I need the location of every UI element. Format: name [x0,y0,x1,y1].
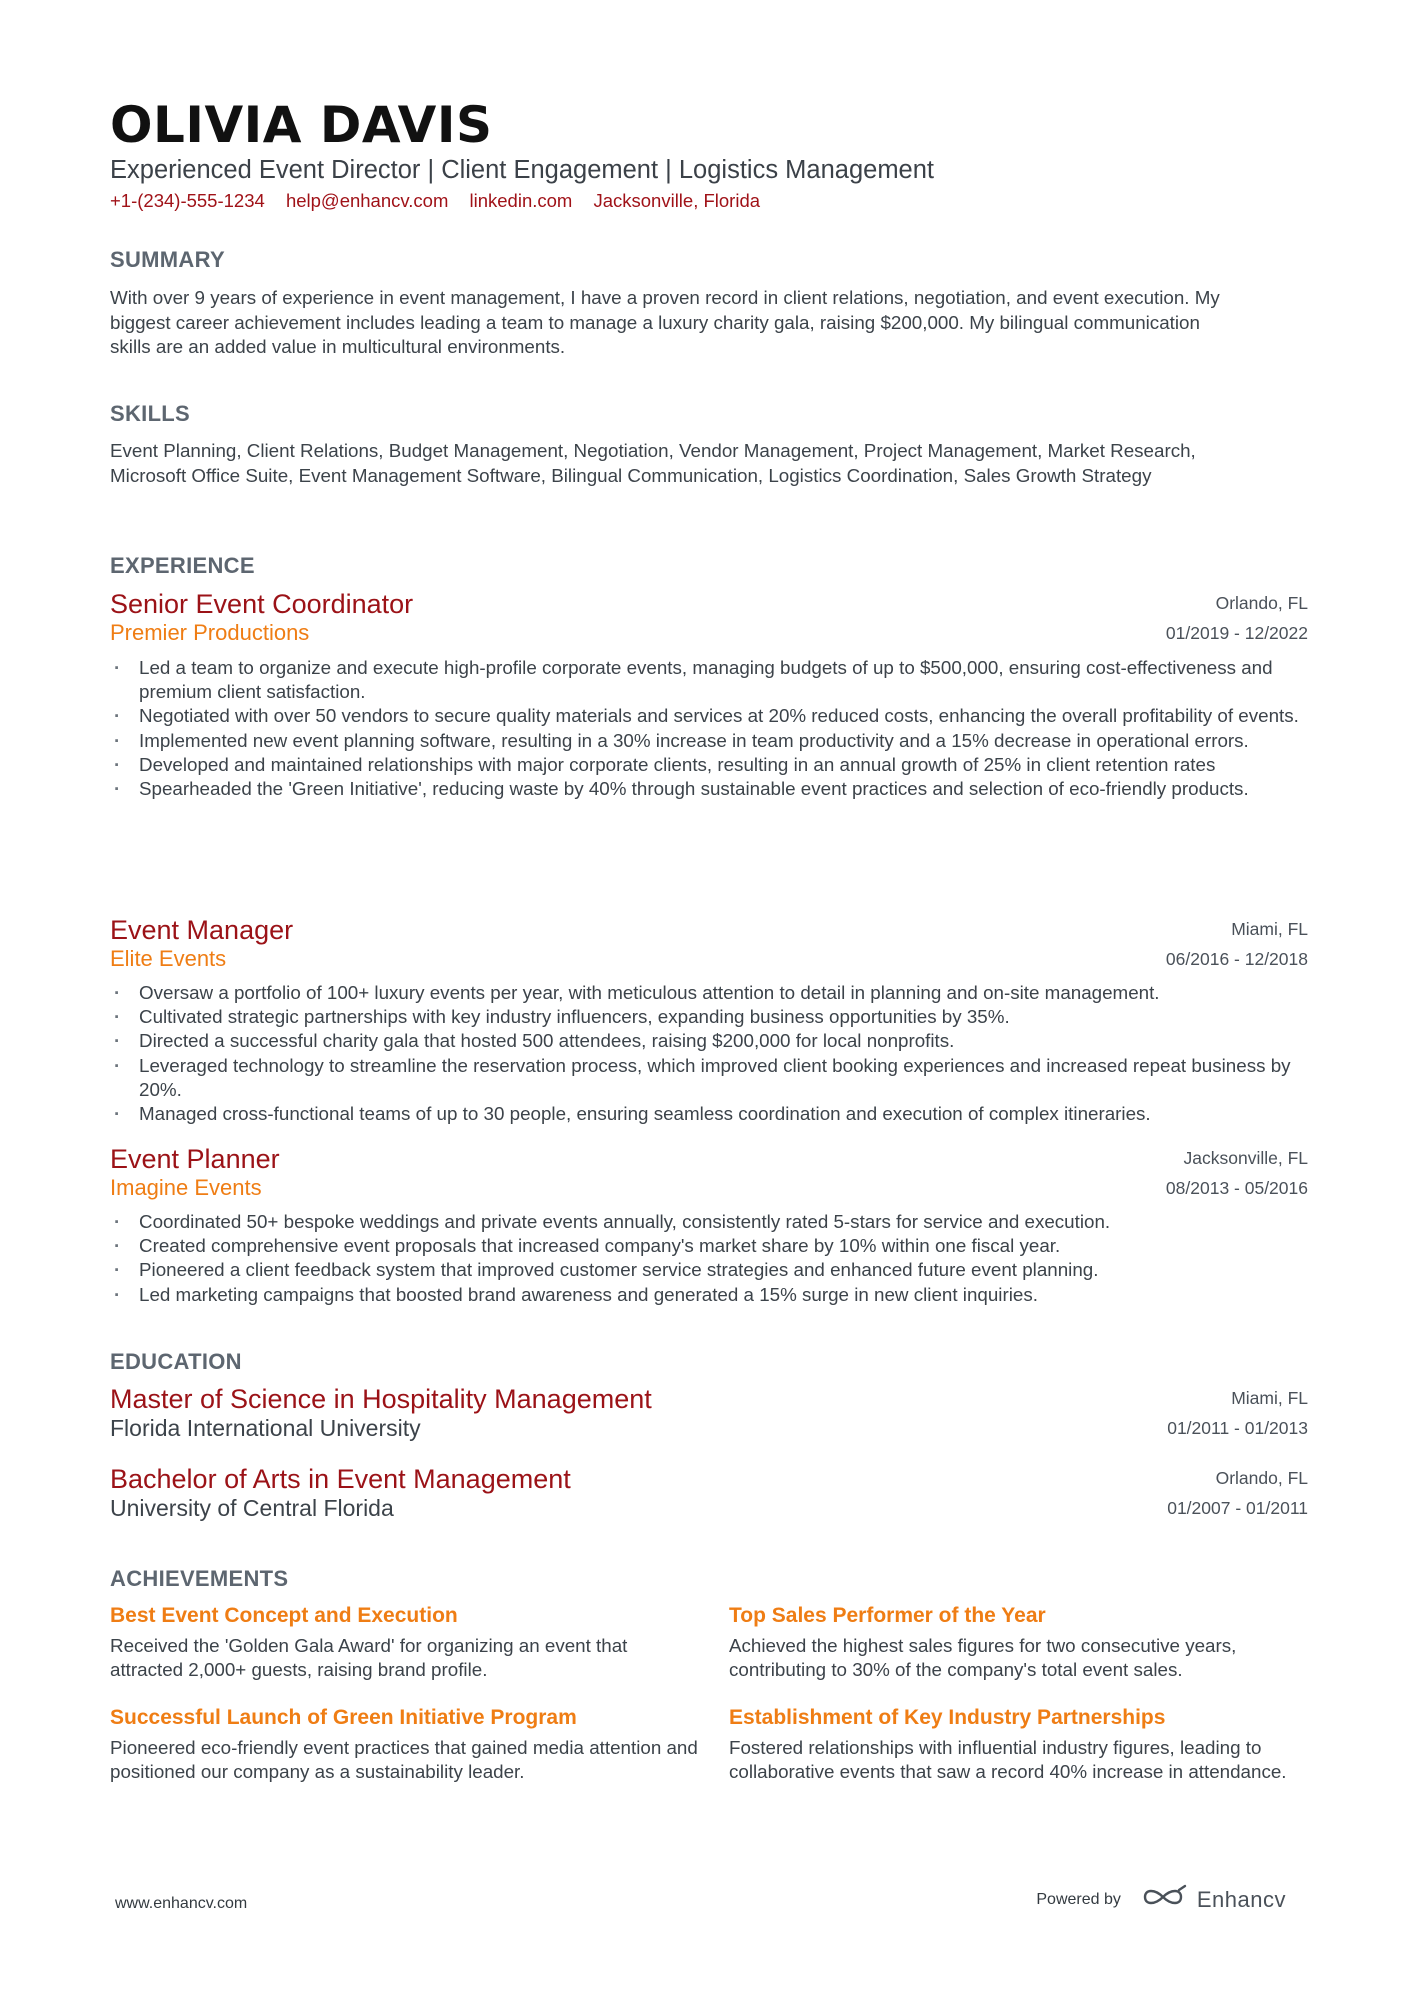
bullet-item: · Leveraged technology to streamline the reservation process, which improved client booking experiences and increased repeat business by 20%. [110,1054,1308,1102]
achievement-title: Top Sales Performer of the Year [729,1604,1046,1627]
powered-by-label: Powered by [1036,1890,1121,1908]
achievement-item [110,1602,700,1682]
achievement-desc: Fostered relationships with influential industry figures, leading to collaborative events that saw a record 40% increase in attendance. [729,1737,1287,1783]
linkedin-link[interactable]: linkedin.com [469,190,573,211]
job-dates: 06/2016 - 12/2018 [1165,949,1308,969]
job-title: Event Manager [110,915,294,945]
bullet-item: · Developed and maintained relationships with major corporate clients, resulting in an annual growth of 25% in client retention rates [110,753,1308,777]
bullet-item: · Directed a successful charity gala that hosted 500 attendees, raising $200,000 for local nonprofits. [110,1029,1308,1053]
achievement-desc: Achieved the highest sales figures for two consecutive years, contributing to 30% of the company's total event sales. [729,1635,1237,1681]
job-dates: 01/2019 - 12/2022 [1165,623,1308,643]
school-location: Orlando, FL [1215,1468,1308,1488]
school-name: University of Central Florida [110,1495,394,1521]
degree-title: Master of Science in Hospitality Management [110,1384,652,1414]
headline: Experienced Event Director | Client Engagement | Logistics Management [110,156,935,184]
achievement-title: Best Event Concept and Execution [110,1604,458,1627]
degree-title: Bachelor of Arts in Event Management [110,1464,571,1494]
bullet-item: · Pioneered a client feedback system that improved customer service strategies and enhanced future event planning. [110,1258,1308,1282]
summary-text: With over 9 years of experience in event management, I have a proven record in client relations, negotiation, and event execution. My biggest career achievement includes leading a team to manage a luxury charity gala, raising $200,000. My bilingual communication skills are an added value in multicultural environments. [110,287,1220,357]
school-location: Miami, FL [1231,1388,1308,1408]
bullet-item: · Led a team to organize and execute high-profile corporate events, managing budgets of up to $500,000, ensuring cost-effectiveness and premium client satisfaction. [110,656,1308,704]
job-bullets [110,656,1308,801]
education-dates: 01/2007 - 01/2011 [1167,1498,1308,1518]
bullet-item: · Led marketing campaigns that boosted brand awareness and generated a 15% surge in new client inquiries. [110,1283,1308,1307]
bullet-item: · Cultivated strategic partnerships with key industry influencers, expanding business opportunities by 35%. [110,1005,1308,1029]
job-title: Senior Event Coordinator [110,589,414,619]
education-heading: EDUCATION [110,1349,242,1374]
achievement-desc: Pioneered eco-friendly event practices that gained media attention and positioned our company as a sustainability leader. [110,1737,698,1783]
skills-text: Event Planning, Client Relations, Budget Management, Negotiation, Vendor Management, Project Management, Market Research, Microsoft Office Suite, Event Management Software, Bilingual Communication, Logistics Coordination, Sales Growth Strategy [110,440,1196,486]
phone-link[interactable]: +1-(234)-555-1234 [110,190,265,211]
location-text: Jacksonville, Florida [593,190,761,211]
candidate-name: OLIVIA DAVIS [110,96,493,154]
skills-heading: SKILLS [110,401,191,426]
job-bullets [110,1210,1308,1307]
email-link[interactable]: help@enhancv.com [285,190,449,211]
brand-name: Enhancv [1196,1886,1286,1912]
job-location: Miami, FL [1231,919,1308,939]
bullet-item: · Coordinated 50+ bespoke weddings and private events annually, consistently rated 5-stars for service and execution. [110,1210,1308,1234]
footer-branding [1036,1884,1286,1915]
achievement-title: Successful Launch of Green Initiative Program [110,1706,577,1729]
summary-heading: SUMMARY [110,247,225,272]
bullet-item: · Spearheaded the 'Green Initiative', reducing waste by 40% through sustainable event practices and selection of eco-friendly products. [110,777,1308,801]
contact-info [110,188,776,214]
education-dates: 01/2011 - 01/2013 [1167,1418,1308,1438]
bullet-item: · Oversaw a portfolio of 100+ luxury events per year, with meticulous attention to detail in planning and on-site management. [110,981,1308,1005]
achievement-title: Establishment of Key Industry Partnerships [729,1706,1166,1729]
bullet-item: · Managed cross-functional teams of up to 30 people, ensuring seamless coordination and execution of complex itineraries. [110,1102,1308,1126]
achievement-desc: Received the 'Golden Gala Award' for organizing an event that attracted 2,000+ guests, raising brand profile. [110,1635,628,1681]
job-location: Jacksonville, FL [1183,1148,1308,1168]
job-location: Orlando, FL [1215,593,1308,613]
bullet-item: · Implemented new event planning software, resulting in a 30% increase in team productivity and a 15% decrease in operational errors. [110,729,1308,753]
job-dates: 08/2013 - 05/2016 [1165,1178,1308,1198]
bullet-item: · Negotiated with over 50 vendors to secure quality materials and services at 20% reduced costs, enhancing the overall profitability of events. [110,704,1308,728]
company-name: Elite Events [110,946,227,971]
company-name: Imagine Events [110,1175,262,1200]
achievement-item [110,1704,700,1784]
school-name: Florida International University [110,1415,421,1441]
achievement-item [729,1704,1319,1784]
achievement-item [729,1602,1319,1682]
bullet-item: · Created comprehensive event proposals that increased company's market share by 10% within one fiscal year. [110,1234,1308,1258]
enhancv-brand-link[interactable] [1139,1884,1286,1915]
footer-website-link[interactable]: www.enhancv.com [115,1895,248,1912]
job-title: Event Planner [110,1144,280,1174]
experience-heading: EXPERIENCE [110,553,255,578]
achievements-heading: ACHIEVEMENTS [110,1566,289,1591]
enhancv-logo-icon [1139,1884,1187,1915]
job-bullets [110,981,1308,1126]
company-name: Premier Productions [110,620,310,645]
